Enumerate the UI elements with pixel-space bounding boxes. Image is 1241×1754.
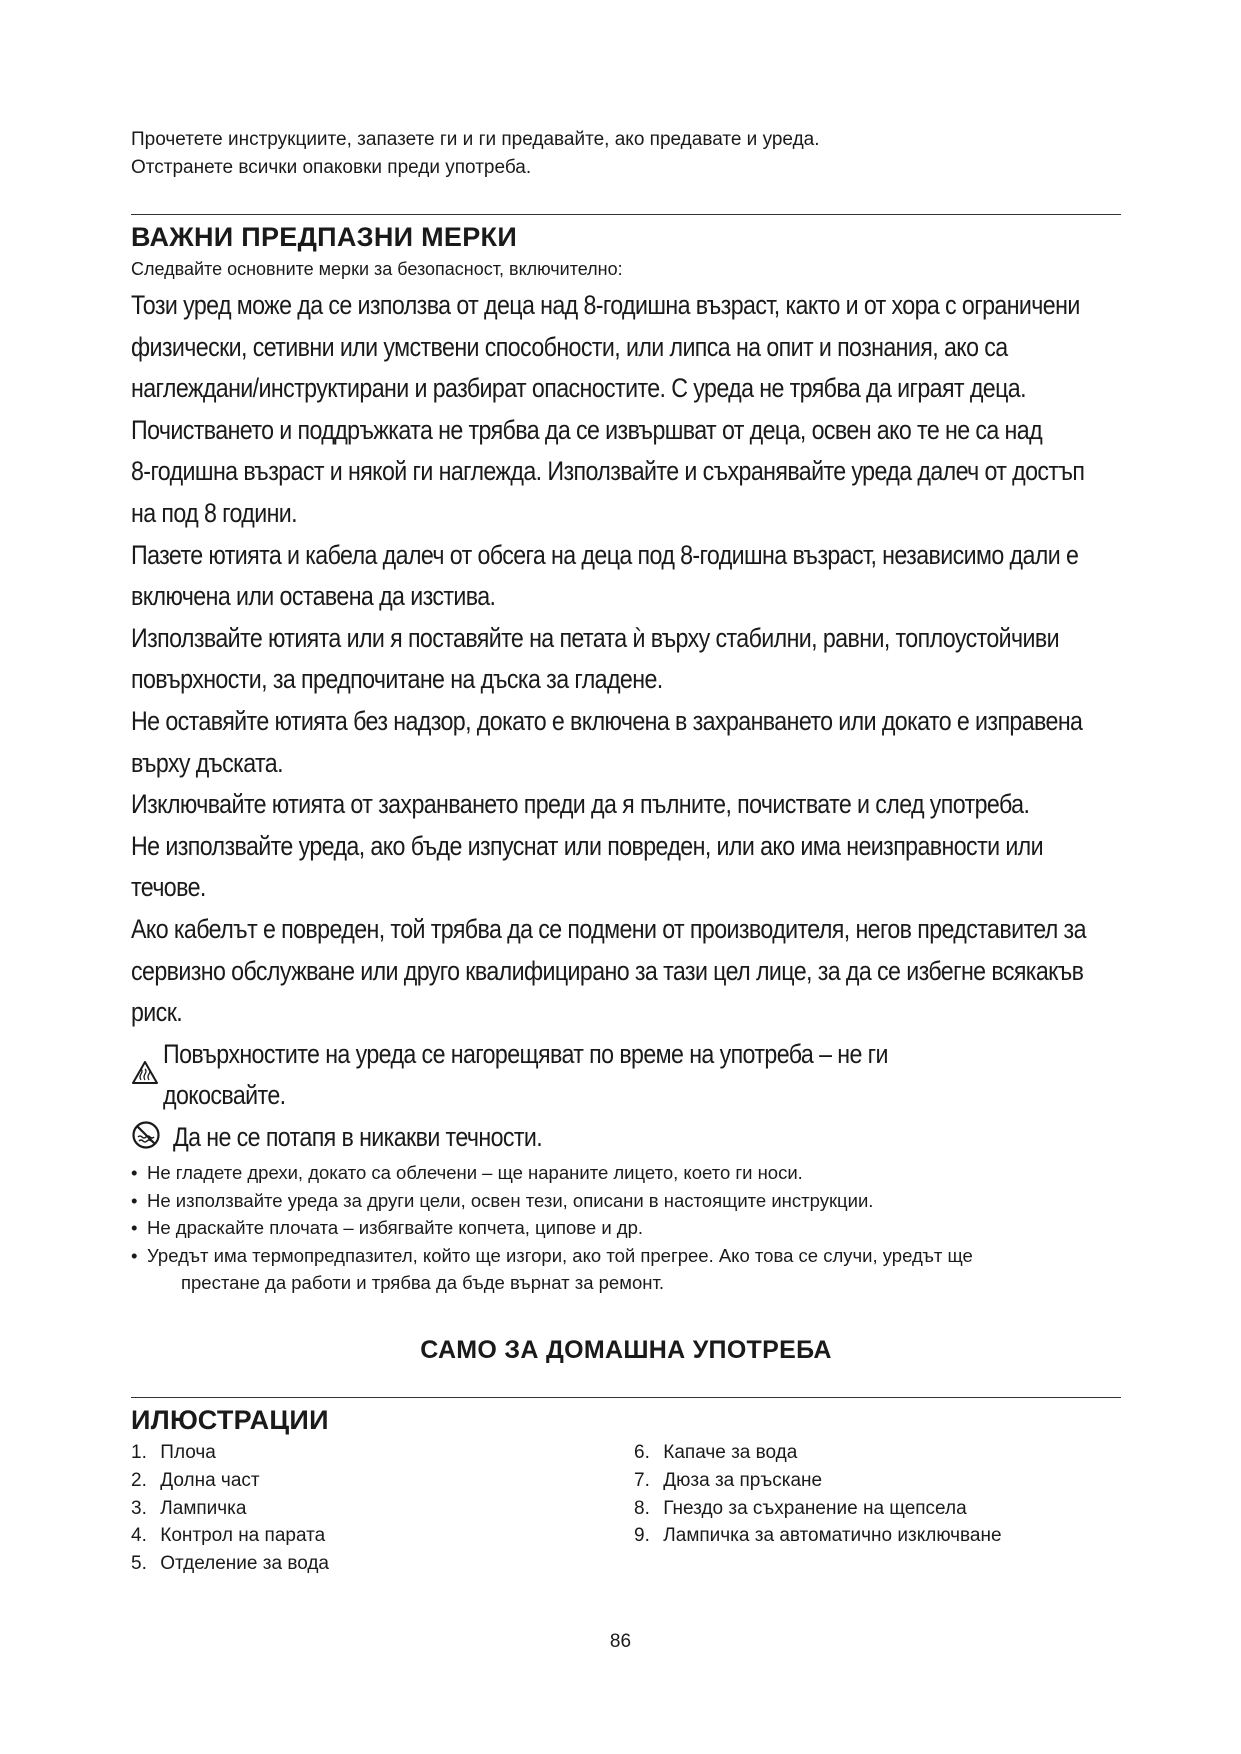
- safety-line: наглеждани/инструктирани и разбират опасностите. С уреда не трябва да играят деца.: [131, 373, 1026, 404]
- hot-surface-text: Повърхностите на уреда се нагорещяват по време на употреба – не ги докосвайте.: [163, 1038, 888, 1111]
- list-item: • Не драскайте плочата – избягвайте копчета, ципове и др.: [131, 1214, 1121, 1242]
- illustrations-title: ИЛЮСТРАЦИИ: [131, 1404, 329, 1435]
- bullet-icon: •: [131, 1244, 138, 1266]
- illustrations-right: [634, 1439, 1002, 1578]
- no-immerse-text: Да не се потапя в никакви течности.: [173, 1121, 543, 1152]
- safety-line: 8-годишна възраст и някой ги наглежда. Използвайте и съхранявайте уреда далеч от достъп: [131, 456, 1085, 487]
- safety-line: физически, сетивни или умствени способности, или липса на опит и познания, ако са: [131, 331, 1008, 362]
- page-content: [131, 126, 1121, 1578]
- list-item: • Не гладете дрехи, докато са облечени – ще нараните лицето, което ги носи.: [131, 1159, 1121, 1187]
- list-item: • Не използвайте уреда за други цели, освен тези, описани в настоящите инструкции.: [131, 1187, 1121, 1215]
- safety-paragraphs: [131, 285, 1121, 1158]
- bullet-icon: •: [131, 1162, 138, 1184]
- illustrations-list: [131, 1439, 1121, 1578]
- section-divider: [131, 214, 1121, 215]
- intro-line: Прочетете инструкциите, запазете ги и ги предавайте, ако предавате и уреда.: [131, 129, 820, 150]
- list-item: 5. Отделение за вода: [131, 1553, 329, 1575]
- list-item: 3. Лампичка: [131, 1497, 247, 1519]
- intro-line: Отстранете всички опаковки преди употреба.: [131, 157, 532, 178]
- illustrations-left: [131, 1439, 634, 1578]
- safety-line: Ако кабелът е повреден, той трябва да се подмени от производителя, негов представител за: [131, 913, 1086, 944]
- no-immerse-icon: [131, 1120, 165, 1155]
- safety-line: повърхности, за предпочитане на дъска за гладене.: [131, 664, 663, 695]
- hot-surface-warning: [131, 1034, 1121, 1117]
- safety-line: Почистването и поддръжката не трябва да се извършват от деца, освен ако те не са над: [131, 414, 1043, 445]
- safety-line: Изключвайте ютията от захранването преди да я пълните, почиствате и след употреба.: [131, 789, 1030, 820]
- hot-surface-icon: [131, 1059, 163, 1092]
- safety-line: Пазете ютията и кабела далеч от обсега на деца под 8-годишна възраст, независимо дали е: [131, 539, 1079, 570]
- safety-line: върху дъската.: [131, 747, 283, 778]
- list-item: 4. Контрол на парата: [131, 1525, 326, 1547]
- safety-line: риск.: [131, 997, 183, 1028]
- list-item: • Уредът има термопредпазител, който ще изгори, ако той прегрее. Ако това се случи, уредът ще престане да работи и трябва да бъде върнат за ремонт.: [131, 1242, 1121, 1297]
- list-item: 6. Капаче за вода: [634, 1441, 798, 1463]
- list-item: 1. Плоча: [131, 1441, 216, 1463]
- bullet-icon: •: [131, 1189, 138, 1211]
- intro: [131, 126, 1121, 182]
- safety-subtitle: Следвайте основните мерки за безопасност, включително:: [131, 259, 623, 279]
- list-item: 8. Гнездо за съхранение на щепсела: [634, 1497, 967, 1519]
- safety-line: течове.: [131, 872, 206, 903]
- safety-line: сервизно обслужване или друго квалифицирано за тази цел лице, за да се избегне всякакъв: [131, 955, 1084, 986]
- section-divider: [131, 1397, 1121, 1398]
- list-item: 7. Дюза за пръскане: [634, 1469, 823, 1491]
- safety-line: на под 8 години.: [131, 497, 298, 528]
- safety-line: Не използвайте уреда, ако бъде изпуснат или повреден, или ако има неизправности или: [131, 830, 1044, 861]
- safety-line: включена или оставена да изстива.: [131, 581, 496, 612]
- home-use-title: САМО ЗА ДОМАШНА УПОТРЕБА: [420, 1335, 832, 1364]
- safety-line: Не оставяйте ютията без надзор, докато е включена в захранването или докато е изправена: [131, 705, 1083, 736]
- no-immerse-warning: [131, 1117, 1121, 1159]
- list-item: 2. Долна част: [131, 1469, 260, 1491]
- safety-line: Използвайте ютията или я поставяйте на петата ѝ върху стабилни, равни, топлоустойчиви: [131, 622, 1060, 653]
- safety-line: Този уред може да се използва от деца над 8-годишна възраст, както и от хора с ограничени: [131, 290, 1080, 320]
- bullet-icon: •: [131, 1217, 138, 1239]
- safety-title: ВАЖНИ ПРЕДПАЗНИ МЕРКИ: [131, 222, 518, 252]
- safety-bullets: [131, 1159, 1121, 1297]
- page-number: 86: [609, 1631, 632, 1652]
- list-item: 9. Лампичка за автоматично изключване: [634, 1525, 1002, 1547]
